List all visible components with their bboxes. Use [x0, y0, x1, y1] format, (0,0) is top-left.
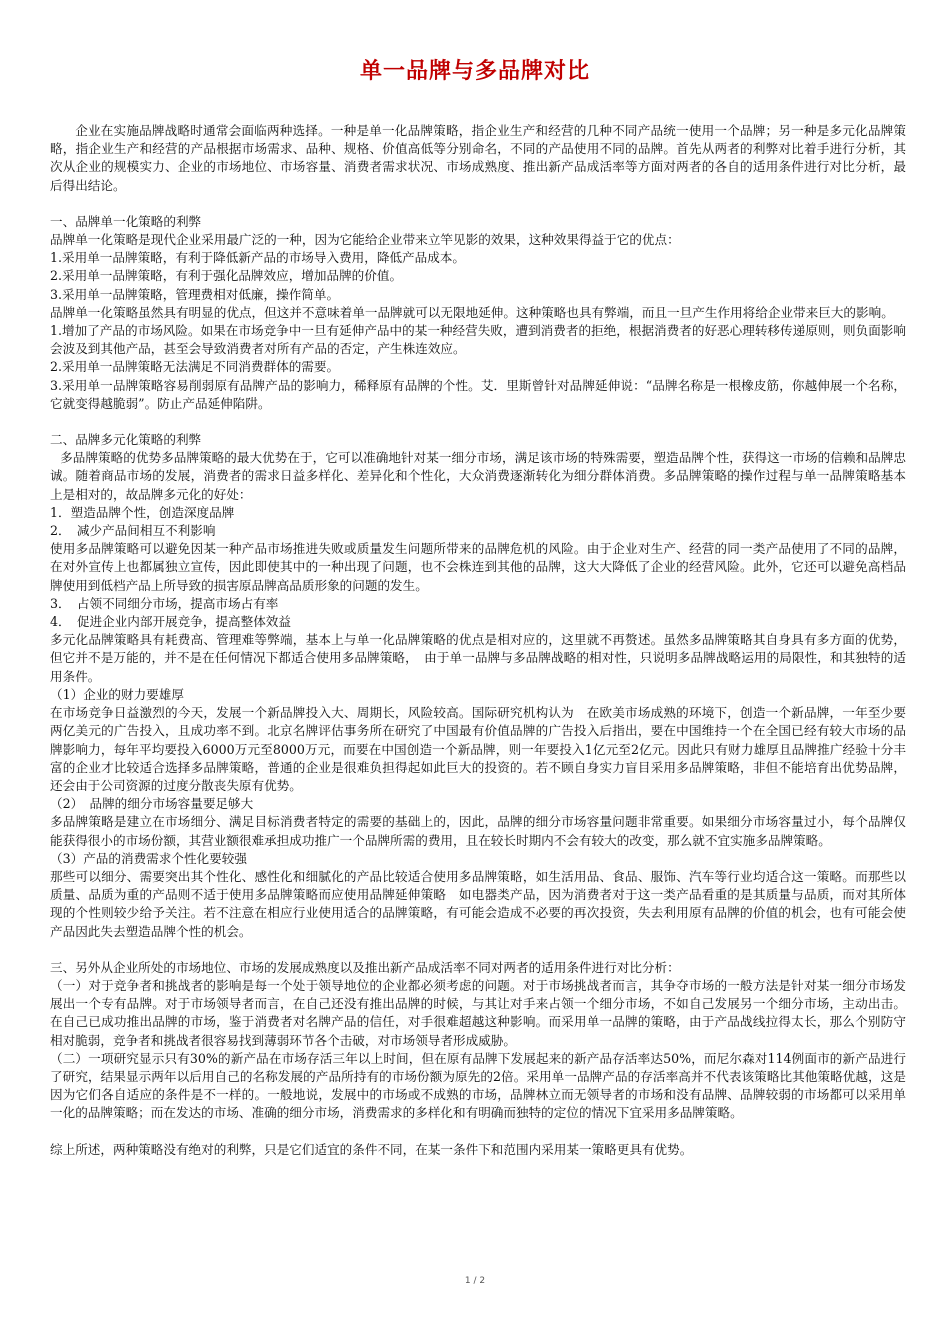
condition-1-text: 在市场竞争日益激烈的今天，发展一个新品牌投入大、周期长，风险较高。国际研究机构认为 在欧美市场成熟的环境下，创造一个新品牌，一年至少要两亿美元的广告投入，且成功率不到。北京名牌评估事务所在研究了中国最有价值品牌的广告投入后指出，要在中国维持一个在全国已经有较大市场的品牌影响力，每年平均要投入6000万元至8000万元，而要在中国创造一个新品牌，则一年要投入1亿元至2亿元。因此只有财力雄厚且品牌推广经验十分丰富的企业才比较适合选择多品牌策略，普通的企业是很难负担得起如此巨大的投资的。若不顾自身实力盲目采用多品牌策略，非但不能培育出优势品牌，还会由于公司资源的过度分散丧失原有优势。 [50, 705, 906, 793]
section2-heading: 二、品牌多元化策略的利弊 [50, 432, 202, 448]
document-body [50, 122, 906, 1159]
section3-part-a: （一）对于竞争者和挑战者的影响是每一个处于领导地位的企业都必须考虑的问题。对于市场挑战者而言，其争夺市场的一般方法是针对某一细分市场发展出一个专有品牌。对于市场领导者而言，在自己还没有推出品牌的时候，与其让对手来占领一个细分市场，不如自己发展另一个细分市场，主动出击。在自己已成功推出品牌的市场，鉴于消费者对名牌产品的信任，对手很难超越这种影响。而采用单一品牌的策略，由于产品战线拉得太长，那么个别防守相对脆弱，竞争者和挑战者很容易找到薄弱环节各个击破，对市场领导者形成威胁。 [50, 977, 906, 1048]
conclusion-paragraph: 综上所述，两种策略没有绝对的利弊，只是它们适宜的条件不同，在某一条件下和范围内采用某一策略更具有优势。 [50, 1141, 693, 1157]
condition-2-text: 多品牌策略是建立在市场细分、满足目标消费者特定的需要的基础上的，因此，品牌的细分市场容量问题非常重要。如果细分市场容量过小，每个品牌仅能获得很小的市场份额，其营业额很难承担成功推广一个品牌所需的费用，且在较长时期内不会有较大的改变，那么就不宜实施多品牌策略。 [50, 814, 906, 848]
section1-con-3: 3.采用单一品牌策略容易削弱原有品牌产品的影响力，稀释原有品牌的个性。艾．里斯曾针对品牌延伸说：“品牌名称是一根橡皮筋，你越伸展一个名称，它就变得越脆弱”。防止产品延伸陷阱。 [50, 377, 906, 411]
page-title: 单一品牌与多品牌对比 [359, 58, 590, 84]
section1-con-2: 2.采用单一品牌策略无法满足不同消费群体的需要。 [50, 359, 340, 375]
intro-paragraph: 企业在实施品牌战略时通常会面临两种选择。一种是单一化品牌策略，指企业生产和经营的几种不同产品统一使用一个品牌；另一种是多元化品牌策略，指企业生产和经营的产品根据市场需求、品种、规格、价值高低等分别命名，不同的产品使用不同的品牌。首先从两者的利弊对比着手进行分析，其次从企业的规模实力、企业的市场地位、市场容量、消费者需求状况、市场成熟度、推出新产品成活率等方面对两者的各自的适用条件进行对比分析，最后得出结论。 [50, 123, 906, 193]
condition-1-heading: （1）企业的财力要雄厚 [50, 686, 184, 702]
section1-pro-2: 2.采用单一品牌策略，有利于强化品牌效应，增加品牌的价值。 [50, 268, 403, 284]
section2-point-3: 3． 占领不同细分市场，提高市场占有率 [50, 595, 279, 611]
section1-pro-3: 3.采用单一品牌策略，管理费相对低廉，操作简单。 [50, 286, 340, 302]
page-number: 1 / 2 [464, 1276, 486, 1286]
section1-con-1: 1.增加了产品的市场风险。如果在市场竞争中一旦有延伸产品中的某一种经营失败，遭到消费者的拒绝，根据消费者的好恶心理转移传递原则，则负面影响会波及到其他产品，甚至会导致消费者对所有产品的否定，产生株连效应。 [50, 323, 906, 357]
condition-2-heading: （2） 品牌的细分市场容量要足够大 [50, 796, 254, 812]
section2-lead: 多品牌策略的优势多品牌策略的最大优势在于，它可以准确地针对某一细分市场，满足该市场的特殊需要，塑造品牌个性，获得这一市场的信赖和品牌忠诚。随着商品市场的发展，消费者的需求日益多样化、差异化和个性化，大众消费逐渐转化为细分群体消费。多品牌策略的操作过程与单一品牌策略基本上是相对的，故品牌多元化的好处： [50, 450, 906, 502]
section1-lead: 品牌单一化策略是现代企业采用最广泛的一种，因为它能给企业带来立竿见影的效果，这种效果得益于它的优点： [50, 232, 680, 248]
section2-point-2-text: 使用多品牌策略可以避免因某一种产品市场推进失败或质量发生问题所带来的品牌危机的风险。由于企业对生产、经营的同一类产品使用了不同的品牌，在对外宣传上也都属独立宣传，因此即使其中的一种出现了问题，也不会株连到其他的品牌，这大大降低了企业的经营风险。此外，它还可以避免高档品牌使用到低档产品上所导致的损害原品牌高品质形象的问题的发生。 [50, 541, 906, 593]
condition-3-text: 那些可以细分、需要突出其个性化、感性化和细腻化的产品比较适合使用多品牌策略，如生活用品、食品、服饰、汽车等行业均适合这一策略。而那些以质量、品质为重的产品则不适于使用多品牌策略而应使用品牌延伸策略 如电器类产品，因为消费者对于这一类产品看重的是其质量与品质，而对其所体现的个性则较少给予关注。若不注意在相应行业使用适合的品牌策略，有可能会造成不必要的再次投资，失去利用原有品牌的价值的机会，也有可能会使产品因此失去塑造品牌个性的机会。 [50, 868, 906, 939]
section1-pro-1: 1.采用单一品牌策略，有利于降低新产品的市场导入费用，降低产品成本。 [50, 250, 466, 266]
condition-3-heading: （3）产品的消费需求个性化要较强 [50, 850, 247, 866]
section1-heading: 一、品牌单一化策略的利弊 [50, 213, 202, 229]
section2-disadvantages: 多元化品牌策略具有耗费高、管理难等弊端，基本上与单一化品牌策略的优点是相对应的，这里就不再赘述。虽然多品牌策略其自身具有多方面的优势，但它并不是万能的，并不是在任何情况下都适合使用多品牌策略， 由于单一品牌与多品牌战略的相对性，只说明多品牌战略运用的局限性，和其独特的适用条件。 [50, 632, 906, 684]
section1-transition: 品牌单一化策略虽然具有明显的优点，但这并不意味着单一品牌就可以无限地延伸。这种策略也具有弊端，而且一旦产生作用将给企业带来巨大的影响。 [50, 304, 894, 320]
section3-heading: 三、另外从企业所处的市场地位、市场的发展成熟度以及推出新产品成活率不同对两者的适用条件进行对比分析： [50, 959, 680, 975]
section2-point-2: 2． 减少产品间相互不利影响 [50, 523, 216, 539]
section2-point-4: 4． 促进企业内部开展竞争，提高整体效益 [50, 614, 291, 630]
section2-point-1: 1．塑造品牌个性，创造深度品牌 [50, 504, 235, 520]
section3-part-b: （二）一项研究显示只有30%的新产品在市场存活三年以上时间，但在原有品牌下发展起来的新产品存活率达50%，而尼尔森对114例面市的新产品进行了研究，结果显示两年以后用自己的名称发展的产品所持有的市场份额为原先的2倍。采用单一品牌产品的存活率高并不代表该策略比其他策略优越，这是因为它们各自适应的条件是不一样的。一般地说，发展中的市场或不成熟的市场，品牌林立而无领导者的市场和没有品牌、品牌较弱的市场都可以采用单一化的品牌策略；而在发达的市场、准确的细分市场，消费需求的多样化和有明确而独特的定位的情况下宜采用多品牌策略。 [50, 1050, 906, 1121]
